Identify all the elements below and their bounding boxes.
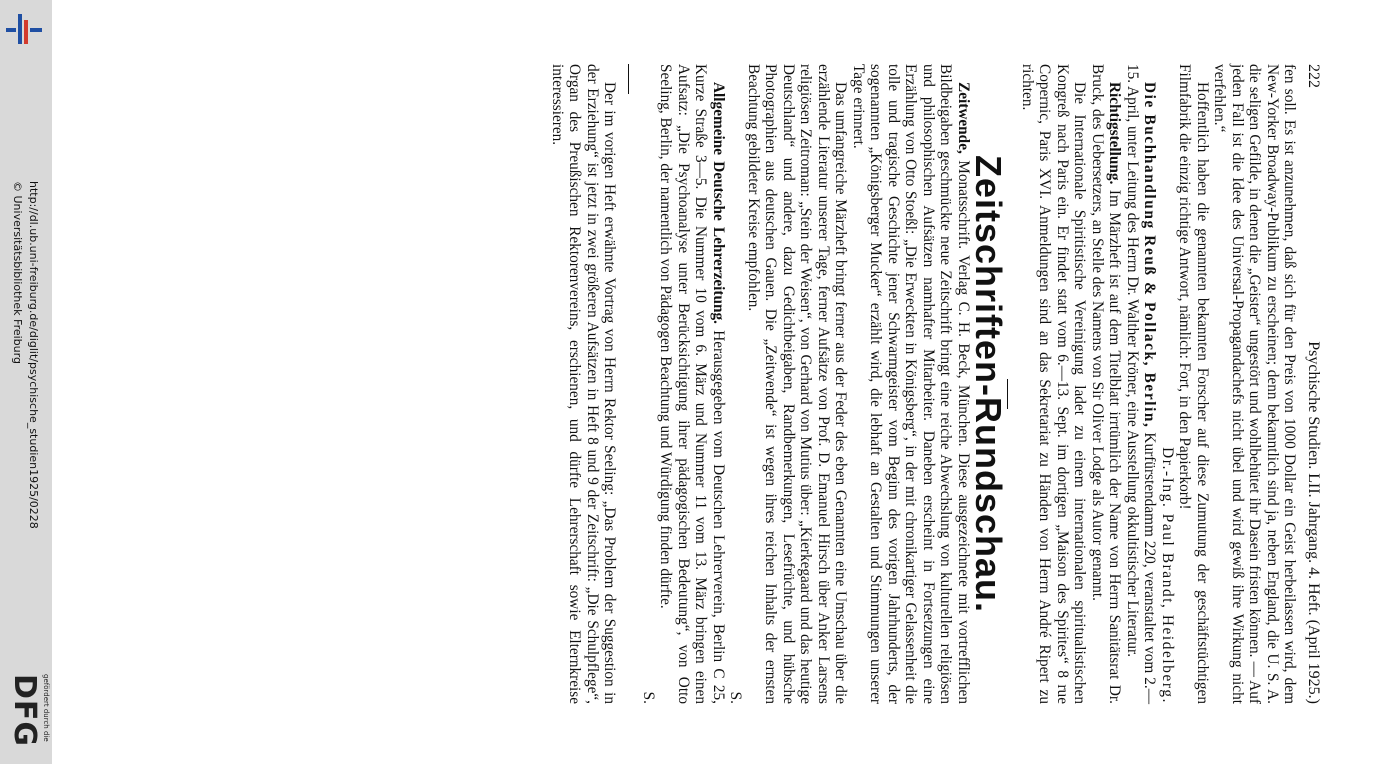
funder-caption: gefördert durch die: [42, 674, 50, 742]
zeitwende-review-2: Das umfangreiche Märzheft bringt ferner aus der Feder des eben Genannten eine Umschau über die erzählende Literatur unserer Tage, ferner Aufsätze von Prof. D. Emanuel Hirsch über Anker Larsens religiösen Zeitroman: „Stein der Weisen“, von Gerhard von Mutius über: „Kierkegaard und das heutige Deutschland“ und andere, dazu Gedichtbeigaben, Randbemerkungen, Lesefrüchte, und hübsche Photographien aus deutschen Gauen. Die „Zeitwende“ ist wegen ihres reichen Inhalts der ernsten Beachtung gebildeter Kreise empfohlen.: [745, 64, 850, 704]
closing-paragraph: Der im vorigen Heft erwähnte Vortrag von Herrn Rektor Seeling: „Das Problem der Suggestion in der Erziehung“ ist jetzt in zwei größeren Aufsätzen in Heft 8 und 9 der Zeitschrift: „Die Schulpflege“, Organ des Preußischen Rektorenvereins, erschienen, und dürfte Lehrerschaft sowie Elternkreise interessieren.: [549, 64, 619, 704]
divider-2: [629, 64, 630, 94]
correction-text: Im Märzheft ist auf dem Titelblatt irrtümlich der Name von Herrn Sanitätsrat Dr. Bruck, des Uebersetzers, an Stelle des Namens von Sir Oliver Lodge als Autor genannt.: [1089, 64, 1124, 704]
congress-notice: Die Internationale Spiritistische Vereinigung ladet zu einem internationalen spiritualistischen Kongreß nach Paris ein. Er findet statt vom 6.—13. Sept. im dortigen „Maison des Spirites“ 8 rue Copernic, Paris XVI. Anmeldungen sind an das Sekretariat zu Händen von Herrn André Ripert zu richten.: [1019, 64, 1089, 704]
page-number: 222: [1305, 64, 1322, 88]
page-header: [1305, 64, 1323, 704]
zeitwende-lead: Zeitwende,: [955, 82, 972, 154]
library-logo-icon[interactable]: [4, 6, 44, 50]
dfg-badge[interactable]: [4, 670, 48, 760]
buchhandlung-text: Kurfürstendamm 220, veranstaltet vom 2.—15. April, unter Leitung des Herrn Dr. Walther Kröner, eine Ausstellung okkultistischer Literatur.: [1124, 64, 1159, 704]
lehrerzeitung-signature: S.: [640, 691, 657, 704]
intro-paragraph: fen soll. Es ist anzunehmen, daß sich für den Preis von 1000 Dollar ein Geist herbeilassen wird, dem New-Yorker Broadway-Publikum zu erscheinen; denn bekanntlich sind ja, neben England, die U. S. A. die seligen Gefilde, in denen die „Geister“ ungestört und wohlbehütet ihr Dasein fristen können. — Auf jeden Fall ist die Idee des Universal-Propagandachefs nicht übel und wird gewiß ihre Wirkung nicht verfehlen.“: [1211, 64, 1299, 704]
correction-notice: [1089, 64, 1124, 704]
scanned-page: [142, 64, 1322, 724]
viewer-sidebar: [0, 0, 52, 764]
zeitwende-signature: S.: [727, 691, 745, 704]
lehrerzeitung-lead: Allgemeine Deutsche Lehrerzeitung.: [710, 82, 727, 324]
correction-lead: Richtigstellung.: [1106, 82, 1124, 185]
section-title: Zeitschriften-Rundschau.: [968, 154, 1010, 614]
buchhandlung-notice: [1124, 64, 1159, 704]
lehrerzeitung-review: [657, 64, 727, 704]
buchhandlung-lead: Die Buchhandlung Reuß & Pollack, Berlin,: [1141, 82, 1159, 429]
permalink-url[interactable]: http://dl.ub.uni-freiburg.de/diglit/psychische_studien1925/0228: [27, 181, 40, 529]
running-title: Psychische Studien. LII. Jahrgang. 4. Heft. (April 1925.): [1305, 341, 1322, 704]
lehrerzeitung-text: Herausgegeben vom Deutschen Lehrerverein, Berlin C 25, Kurze Straße 3—5. Die Nummer 10 vom 6. März und Nummer 11 vom 13. März bringen einen Aufsatz: „Die Psychoanalyse unter Berücksichtigung ihrer pädagogischen Bedeutung“, von Otto Seeling, Berlin, der namentlich von Pädagogen Beachtung und Würdigung finden dürfte.: [657, 64, 727, 704]
dfg-logo-icon: DFG: [7, 674, 42, 748]
zeitwende-text: Monatsschrift. Verlag C. H. Beck, München. Diese ausgezeichnete mit vortrefflichen Bildbeigaben geschmückte neue Zeitschrift bringt eine reiche Abwechslung von kulturellen religiösen und philosophischen Aufsätzen namhafter Mitarbeiter. Daneben erscheint in Fortsetzungen eine Erzählung von Otto Stoeßl: „Die Erweckten in Königsberg“, in der mit chronikartiger Gelassenheit die tolle und tragische Geschichte jener Schwarmgeister vom Beginn des vorigen Jahrhunderts, der sogenannten „Königsberger Mucker“ erzählt wird, die lebhaft an Gestalten und Stimmungen unserer Tage erinnert.: [850, 64, 972, 704]
signature: Dr.-Ing. Paul Brandt, Heidelberg.: [1159, 447, 1176, 704]
zeitwende-review: [850, 64, 973, 704]
copyright-text: © Universitätsbibliothek Freiburg: [11, 181, 24, 364]
intro-paragraph-2: Hoffentlich haben die genannten bekannten Forscher auf diese Zumutung der geschäftstüchtigen Filmfabrik die einzig richtige Antwort, nämlich: Fort, in den Papierkorb!: [1176, 64, 1211, 704]
